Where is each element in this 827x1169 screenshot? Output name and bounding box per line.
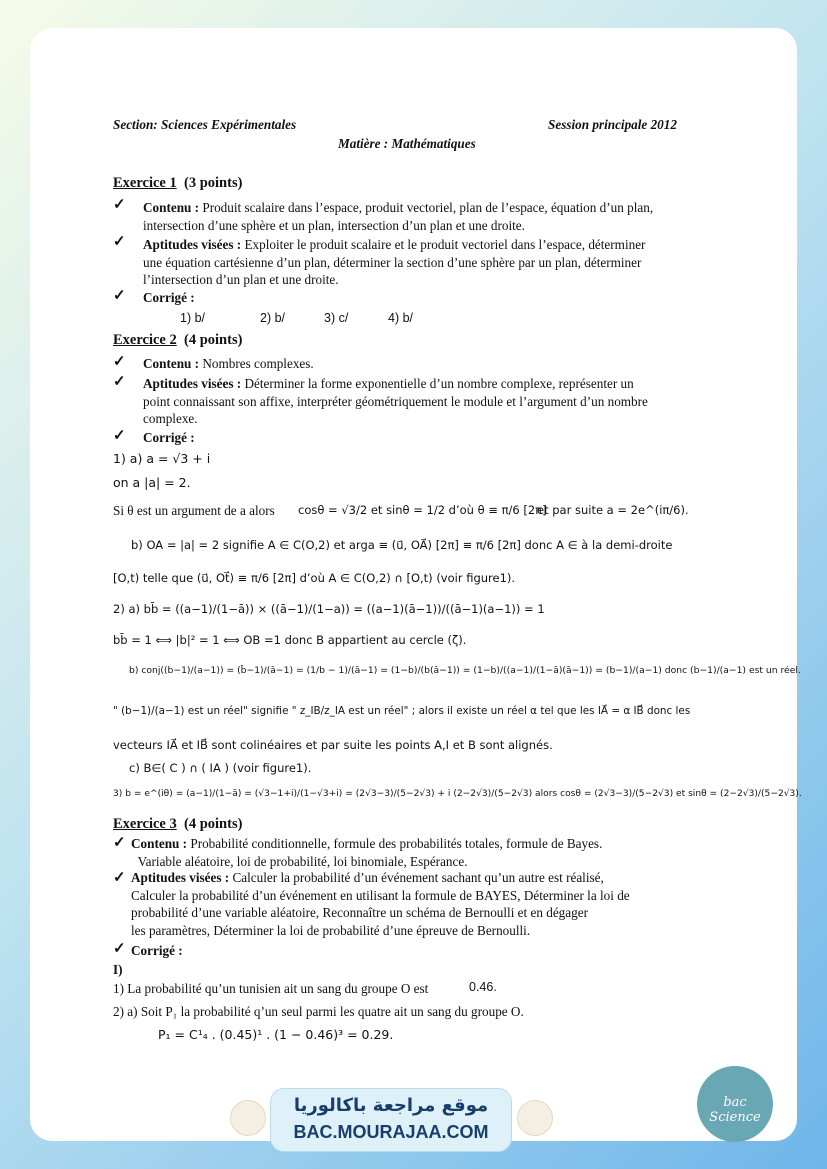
ex2-line-3b: cosθ = √3/2 et sinθ = 1/2 d’où θ ≡ π/6 [2π] <box>298 503 547 517</box>
bac-science-logo <box>697 1066 773 1142</box>
ex1-contenu-line2: intersection d’une sphère et un plan, intersection d’un plan et une droite. <box>143 217 525 233</box>
ex2-line-11: c) B∈( C ) ∩ ( IA ) (voir figure1). <box>129 761 312 775</box>
ex3-apt-label: Aptitudes visées : <box>131 870 230 885</box>
ex1-contenu-label: Contenu : <box>143 200 200 215</box>
ex3-apt-line2: Calculer la probabilité d’un événement en utilisant la formule de BAYES, Déterminer la loi de <box>131 887 630 903</box>
footer-banner[interactable] <box>270 1088 512 1152</box>
ex3-apt-line1: Calculer la probabilité d’un événement sachant qu’un autre est réalisé, <box>232 870 604 885</box>
exercise-3-points: (4 points) <box>184 816 243 832</box>
exercise-1-points: (3 points) <box>184 175 243 191</box>
ex2-line-4: b) OA = |a| = 2 signifie A ∈ C(O,2) et arga ≡ (u⃗, OA⃗) [2π] ≡ π/6 [2π] donc A ∈ à la demi-droite <box>131 538 673 552</box>
check-icon: ✓ <box>113 234 126 250</box>
ex2-apt-label: Aptitudes visées : <box>143 376 242 391</box>
ex2-aptitudes <box>143 375 648 428</box>
ex2-contenu <box>143 356 314 372</box>
ex1-answer-2: 2) b/ <box>260 311 286 325</box>
ex3-contenu-line2: Variable aléatoire, loi de probabilité, loi binomiale, Espérance. <box>137 853 468 869</box>
ex3-q1: 1) La probabilité qu’un tunisien ait un sang du groupe O est <box>113 981 429 996</box>
ex1-aptitudes <box>143 236 645 289</box>
right-badge-icon <box>517 1100 553 1136</box>
check-icon: ✓ <box>113 288 126 304</box>
exercise-2-heading <box>113 332 242 349</box>
exercise-1-heading <box>113 175 242 192</box>
ex2-line-9: " (b−1)/(a−1) est un réel" signifie " z_IB/z_IA est un réel" ; alors il existe un réel α tel que les IA⃗ = α IB⃗ donc les <box>113 705 691 717</box>
check-icon: ✓ <box>113 197 126 213</box>
ex3-contenu <box>131 835 602 870</box>
ex1-answer-3: 3) c/ <box>324 311 349 325</box>
check-icon: ✓ <box>113 428 126 444</box>
exercise-2-title: Exercice 2 <box>113 332 177 348</box>
ex2-line-3a: Si θ est un argument de a alors <box>113 503 275 518</box>
ex2-line-1: 1) a) a = √3 + i <box>113 451 211 466</box>
ex3-q2-formula: P₁ = C¹₄ . (0.45)¹ . (1 − 0.46)³ = 0.29. <box>158 1027 394 1042</box>
exercise-3-heading <box>113 816 242 833</box>
exercise-3-title: Exercice 3 <box>113 816 177 832</box>
bac-science-logo-text: bac Science <box>709 1095 761 1125</box>
ex3-corrige-label: Corrigé : <box>131 943 183 958</box>
footer-arabic-title: موقع مراجعة باكالوريا <box>293 1095 489 1116</box>
ex1-answer-1: 1) b/ <box>180 311 206 325</box>
ex3-apt-line4: les paramètres, Déterminer la loi de probabilité d’une épreuve de Bernoulli. <box>131 922 531 938</box>
ex2-contenu-label: Contenu : <box>143 356 200 371</box>
ex1-contenu <box>143 199 653 234</box>
footer-url-link[interactable]: BAC.MOURAJAA.COM <box>293 1122 489 1142</box>
ex1-corrige-label: Corrigé : <box>143 290 195 305</box>
ex2-line-7: bb̄ = 1 ⟺ |b|² = 1 ⟺ OB =1 donc B appartient au cercle (ζ). <box>113 633 467 647</box>
check-icon: ✓ <box>113 835 126 851</box>
ex2-line-5: [O,t) telle que (u⃗, Ot⃗) ≡ π/6 [2π] d’où A ∈ C(O,2) ∩ [O,t) (voir figure1). <box>113 571 516 585</box>
matiere-label: Matière : Mathématiques <box>338 136 476 151</box>
check-icon: ✓ <box>113 870 126 886</box>
ex2-line-8: b) conj((b−1)/(a−1)) = (b̄−1)/(ā−1) = (1/b − 1)/(ā−1) = (1−b)/(b(ā−1)) = (1−b)/((a−1)/(1−ā)(ā−1)) = (b−1)/(a−1) donc (b−1)/(a−1) est un réel. <box>129 665 801 676</box>
ex2-line-3c: et par suite a = 2e^(iπ/6). <box>537 503 689 517</box>
ex3-contenu-line1: Probabilité conditionnelle, formule des probabilités totales, formule de Bayes. <box>190 836 603 851</box>
ex3-aptitudes <box>131 869 630 939</box>
ex2-contenu-text: Nombres complexes. <box>202 356 314 371</box>
check-icon: ✓ <box>113 374 126 390</box>
ex2-corrige-label: Corrigé : <box>143 430 195 445</box>
ex1-apt-line2: une équation cartésienne d’un plan, déterminer la section d’une sphère par un plan, déterminer <box>143 254 642 270</box>
ex1-answer-4: 4) b/ <box>388 311 414 325</box>
check-icon: ✓ <box>113 941 126 957</box>
exercise-2-points: (4 points) <box>184 332 243 348</box>
ex2-apt-line1: Déterminer la forme exponentielle d’un nombre complexe, représenter un <box>244 376 634 391</box>
ex3-contenu-label: Contenu : <box>131 836 188 851</box>
ex2-apt-line2: point connaissant son affixe, interpréter géométriquement le module et l’argument d’un nombre <box>143 393 648 409</box>
ex2-apt-line3: complexe. <box>143 411 198 426</box>
section-label: Section: Sciences Expérimentales <box>113 117 297 132</box>
ex1-apt-line1: Exploiter le produit scalaire et le produit vectoriel dans l’espace, déterminer <box>244 237 646 252</box>
exercise-1-title: Exercice 1 <box>113 175 177 191</box>
check-icon: ✓ <box>113 354 126 370</box>
ex3-q2: 2) a) Soit P₁ la probabilité q’un seul parmi les quatre ait un sang du groupe O. <box>113 1004 524 1019</box>
ex2-line-12: 3) b = e^(iθ) = (a−1)/(1−ā) = (√3−1+i)/(1−√3+i) = (2√3−3)/(5−2√3) + i (2−2√3)/(5−2√3) alors cosθ = (2√3−3)/(5−2√3) et sinθ = (2−2√3)/(5−2√3). <box>113 789 802 799</box>
ex1-apt-label: Aptitudes visées : <box>143 237 242 252</box>
ex2-line-2: on a |a| = 2. <box>113 475 191 490</box>
ex2-line-6: 2) a) bb̄ = ((a−1)/(1−ā)) × ((ā−1)/(1−a)) = ((a−1)(ā−1))/((ā−1)(a−1)) = 1 <box>113 602 545 616</box>
session-label: Session principale 2012 <box>548 117 677 132</box>
ex3-apt-line3: probabilité d’une variable aléatoire, Reconnaître un schéma de Bernoulli et en dégager <box>131 905 588 920</box>
ex3-part: I) <box>113 962 123 977</box>
ex1-contenu-line1: Produit scalaire dans l’espace, produit vectoriel, plan de l’espace, équation d’un plan, <box>202 200 654 215</box>
ex3-q1-value: 0.46. <box>469 980 497 994</box>
left-badge-icon <box>230 1100 266 1136</box>
ex1-apt-line3: l’intersection d’un plan et une droite. <box>143 272 339 287</box>
ex2-line-10: vecteurs IA⃗ et IB⃗ sont colinéaires et par suite les points A,I et B sont alignés. <box>113 738 553 752</box>
